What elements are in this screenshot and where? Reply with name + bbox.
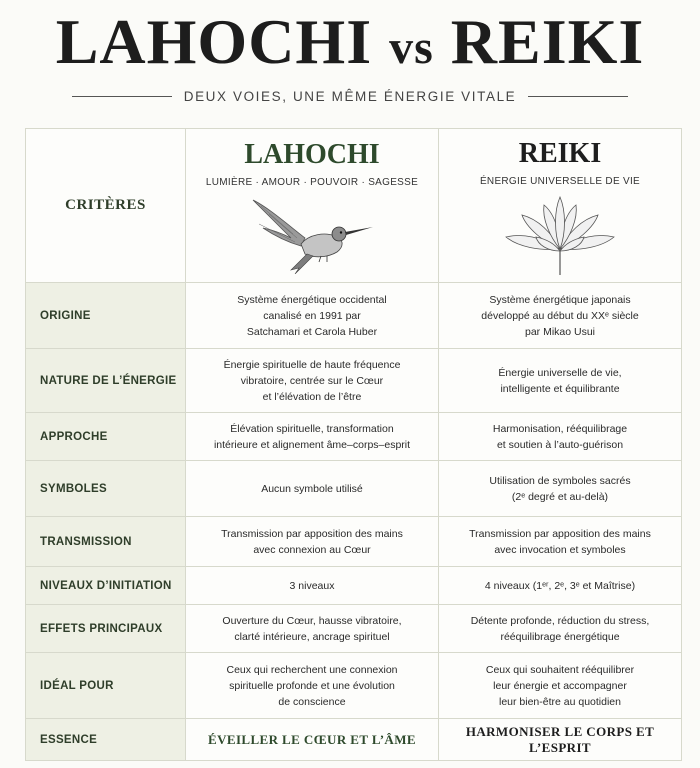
table-row [26, 517, 682, 567]
table-row [26, 653, 682, 719]
column-header-lahochi [186, 129, 439, 283]
table-row [26, 567, 682, 605]
title-reiki: REIKI [450, 6, 645, 77]
row-label: ORIGINE [26, 283, 186, 349]
column-name-reiki: REIKI [518, 138, 602, 169]
reiki-cell: 4 niveaux (1ᵉʳ, 2ᵉ, 3ᵉ et Maîtrise) [439, 567, 682, 605]
lahochi-cell: Ceux qui recherchent une connexion spirituelle profonde et une évolution de conscience [186, 653, 439, 719]
row-label: NIVEAUX D’INITIATION [26, 567, 186, 605]
table-row [26, 349, 682, 413]
reiki-cell: Système énergétique japonais développé au début du XXᵉ siècle par Mikao Usui [439, 283, 682, 349]
lahochi-cell: Système énergétique occidental canalisé en 1991 par Satchamari et Carola Huber [186, 283, 439, 349]
row-label: IDÉAL POUR [26, 653, 186, 719]
column-tagline-reiki: ÉNERGIE UNIVERSELLE DE VIE [479, 176, 641, 187]
reiki-cell: Harmonisation, rééquilibrage et soutien à l’auto-guérison [439, 413, 682, 461]
essence-lahochi: ÉVEILLER LE CŒUR ET L’ÂME [186, 719, 439, 761]
reiki-cell: Ceux qui souhaitent rééquilibrer leur énergie et accompagner leur bien-être au quotidien [439, 653, 682, 719]
reiki-cell: Énergie universelle de vie, intelligente et équilibrante [439, 349, 682, 413]
essence-row [26, 719, 682, 761]
reiki-cell: Transmission par apposition des mains avec invocation et symboles [439, 517, 682, 567]
row-label: NATURE DE L’ÉNERGIE [26, 349, 186, 413]
title-vs: vs [389, 21, 434, 74]
reiki-cell: Utilisation de symboles sacrés (2ᵉ degré et au-delà) [439, 461, 682, 517]
table-row [26, 413, 682, 461]
table-row [26, 283, 682, 349]
subtitle-row [0, 84, 700, 108]
essence-reiki: HARMONISER LE CORPS ET L’ESPRIT [439, 719, 682, 761]
lahochi-cell: Aucun symbole utilisé [186, 461, 439, 517]
row-label: TRANSMISSION [26, 517, 186, 567]
subtitle-rule-left [72, 96, 172, 97]
criteria-header: CRITÈRES [26, 129, 186, 283]
row-label: SYMBOLES [26, 461, 186, 517]
lahochi-cell: Élévation spirituelle, transformation intérieure et alignement âme–corps–esprit [186, 413, 439, 461]
subtitle: DEUX VOIES, UNE MÊME ÉNERGIE VITALE [183, 88, 517, 104]
comparison-table [25, 128, 682, 761]
row-label: EFFETS PRINCIPAUX [26, 605, 186, 653]
subtitle-rule-right [528, 96, 628, 97]
lahochi-cell: Énergie spirituelle de haute fréquence vibratoire, centrée sur le Cœur et l’élévation de l’être [186, 349, 439, 413]
table-header-row [26, 129, 682, 283]
column-name-lahochi: LAHOCHI [244, 139, 380, 170]
table-row [26, 461, 682, 517]
page-title [0, 6, 700, 84]
reiki-cell: Détente profonde, réduction du stress, rééquilibrage énergétique [439, 605, 682, 653]
lahochi-cell: Transmission par apposition des mains avec connexion au Cœur [186, 517, 439, 567]
table-row [26, 605, 682, 653]
hummingbird-icon [247, 194, 377, 274]
column-tagline-lahochi: LUMIÈRE · AMOUR · POUVOIR · SAGESSE [205, 177, 419, 188]
lotus-icon [500, 193, 620, 275]
row-label: APPROCHE [26, 413, 186, 461]
column-header-reiki [439, 129, 682, 283]
essence-label: ESSENCE [26, 719, 186, 761]
title-lahochi: LAHOCHI [55, 6, 373, 77]
lahochi-cell: 3 niveaux [186, 567, 439, 605]
lahochi-cell: Ouverture du Cœur, hausse vibratoire, clarté intérieure, ancrage spirituel [186, 605, 439, 653]
